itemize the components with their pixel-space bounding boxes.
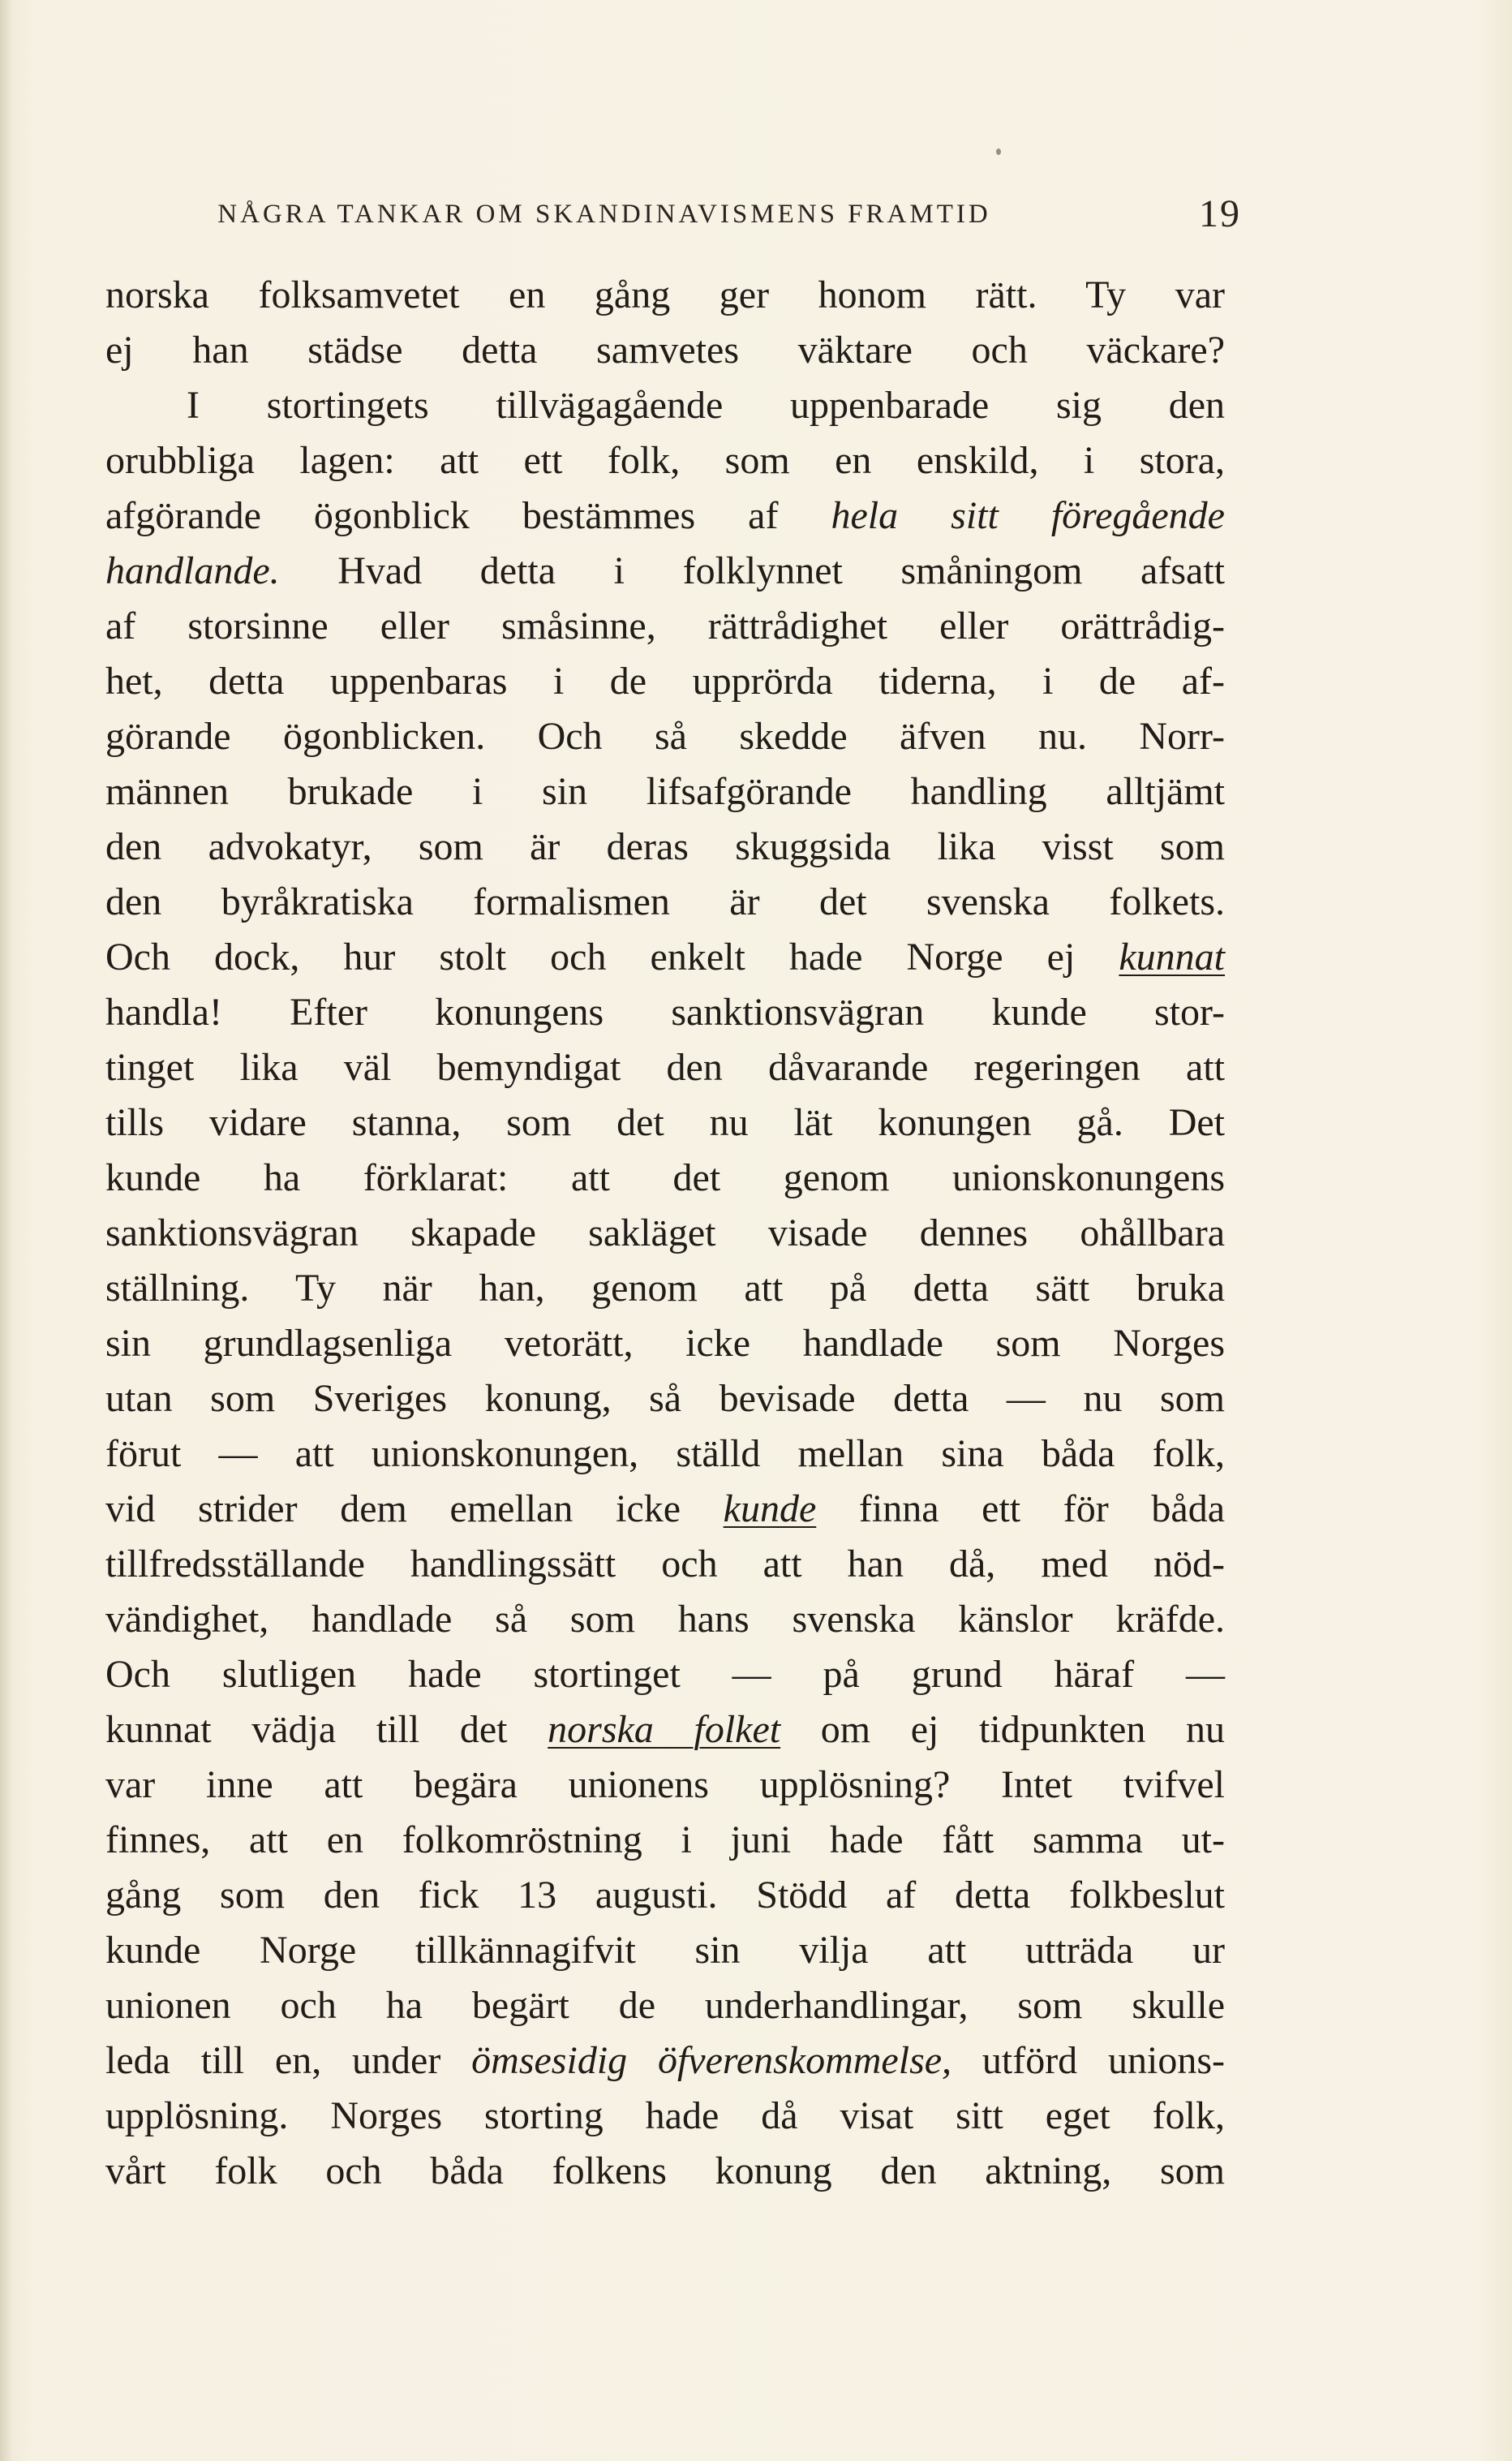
text-segment: kunde (723, 1487, 817, 1530)
text-line (105, 2144, 1225, 2199)
text-segment: ej han städse detta samvetes väktare och väckare? (105, 329, 1225, 372)
text-segment: ömsesidig öfverenskommelse, (471, 2039, 952, 2082)
text-line (105, 323, 1225, 378)
text-segment: I stortingets tillvägagående uppenbarade sig den (187, 384, 1225, 427)
text-segment: af storsinne eller småsinne, rättrådighet eller orättrådig- (105, 604, 1225, 648)
text-line (105, 709, 1225, 764)
text-line (105, 433, 1225, 488)
text-line (105, 1426, 1225, 1482)
text-segment: finna ett för båda (816, 1487, 1225, 1530)
text-segment: tillfredsställande handlingssätt och att han då, med nöd- (105, 1542, 1225, 1585)
text-line (105, 1868, 1225, 1923)
page-binding-edge (0, 0, 11, 2461)
text-line (105, 1095, 1225, 1151)
text-segment: tills vidare stanna, som det nu lät konungen gå. Det (105, 1101, 1225, 1144)
text-line (105, 654, 1225, 709)
text-segment: den byråkratiska formalismen är det svenska folkets. (105, 880, 1225, 923)
text-line (105, 1647, 1225, 1702)
text-line (105, 985, 1225, 1040)
text-segment: gång som den fick 13 augusti. Stödd af detta folkbeslut (105, 1874, 1225, 1917)
text-segment: hela sitt föregående (831, 494, 1225, 537)
text-line (105, 378, 1225, 433)
text-segment: upplösning. Norges storting hade då visat sitt eget folk, (105, 2094, 1225, 2137)
text-line (105, 1813, 1225, 1868)
text-segment: ställning. Ty när han, genom att på detta sätt bruka (105, 1267, 1225, 1310)
text-segment: utförd unions- (951, 2039, 1225, 2082)
text-line (105, 1040, 1225, 1095)
text-segment: Hvad detta i folklynnet småningom afsatt (279, 549, 1225, 592)
text-line (105, 1482, 1225, 1537)
text-segment: Och dock, hur stolt och enkelt hade Norge ej (105, 936, 1119, 979)
text-line (105, 1537, 1225, 1592)
text-segment: handla! Efter konungens sanktionsvägran kunde stor- (105, 991, 1225, 1034)
text-line (105, 875, 1225, 930)
text-line (105, 930, 1225, 985)
text-line (105, 1316, 1225, 1371)
text-segment: norska folksamvetet en gång ger honom rätt. Ty var (105, 273, 1225, 316)
body-text (105, 268, 1225, 2199)
text-segment: tinget lika väl bemyndigat den dåvarande regeringen att (105, 1046, 1225, 1089)
text-segment: vändighet, handlade så som hans svenska känslor kräfde. (105, 1598, 1225, 1641)
text-segment: kunde ha förklarat: att det genom unionskonungens (105, 1156, 1225, 1199)
text-segment: vårt folk och båda folkens konung den aktning, som (105, 2149, 1225, 2192)
text-segment: afgörande ögonblick bestämmes af (105, 494, 831, 537)
running-title: NÅGRA TANKAR OM SKANDINAVISMENS FRAMTID (217, 200, 991, 229)
text-line (105, 764, 1225, 820)
text-segment: om ej tidpunkten nu (780, 1708, 1225, 1751)
text-segment: görande ögonblicken. Och så skedde äfven nu. Norr- (105, 715, 1225, 758)
text-segment: orubbliga lagen: att ett folk, som en enskild, i stora, (105, 439, 1225, 482)
text-line (105, 1206, 1225, 1261)
text-segment: utan som Sveriges konung, så bevisade detta — nu som (105, 1377, 1225, 1420)
text-segment: förut — att unionskonungen, ställd mellan sina båda folk, (105, 1432, 1225, 1475)
paper-speck (996, 148, 1001, 155)
text-line (105, 1758, 1225, 1813)
text-line (105, 268, 1225, 323)
text-segment: unionen och ha begärt de underhandlingar, som skulle (105, 1984, 1225, 2027)
text-line (105, 1923, 1225, 1978)
text-line (105, 599, 1225, 654)
text-segment: var inne att begära unionens upplösning? Intet tvifvel (105, 1763, 1225, 1806)
running-header (110, 190, 1241, 239)
text-segment: kunnat (1119, 936, 1225, 979)
text-segment: sin grundlagsenliga vetorätt, icke handlade som Norges (105, 1322, 1225, 1365)
text-segment: het, detta uppenbaras i de upprörda tiderna, i de af- (105, 660, 1225, 703)
text-line (105, 1261, 1225, 1316)
text-line (105, 1371, 1225, 1426)
text-segment: kunde Norge tillkännagifvit sin vilja att utträda ur (105, 1929, 1225, 1972)
text-segment: norska folket (548, 1708, 781, 1751)
text-segment: sanktionsvägran skapade sakläget visade dennes ohållbara (105, 1211, 1225, 1254)
text-line (105, 820, 1225, 875)
text-segment: finnes, att en folkomröstning i juni hade fått samma ut- (105, 1818, 1225, 1861)
text-segment: leda till en, under (105, 2039, 472, 2082)
text-segment: Och slutligen hade stortinget — på grund häraf — (105, 1653, 1225, 1696)
page-number: 19 (1199, 192, 1241, 235)
text-line (105, 1978, 1225, 2033)
text-line (105, 1592, 1225, 1647)
text-segment: vid strider dem emellan icke (105, 1487, 724, 1530)
text-segment: handlande. (105, 549, 280, 592)
text-line (105, 2089, 1225, 2144)
text-line (105, 2033, 1225, 2089)
text-segment: kunnat vädja till det (105, 1708, 548, 1751)
text-line (105, 488, 1225, 544)
text-line (105, 1702, 1225, 1758)
text-line (105, 1151, 1225, 1206)
text-segment: den advokatyr, som är deras skuggsida lika visst som (105, 825, 1225, 868)
text-line (105, 544, 1225, 599)
text-segment: männen brukade i sin lifsafgörande handling alltjämt (105, 770, 1225, 813)
